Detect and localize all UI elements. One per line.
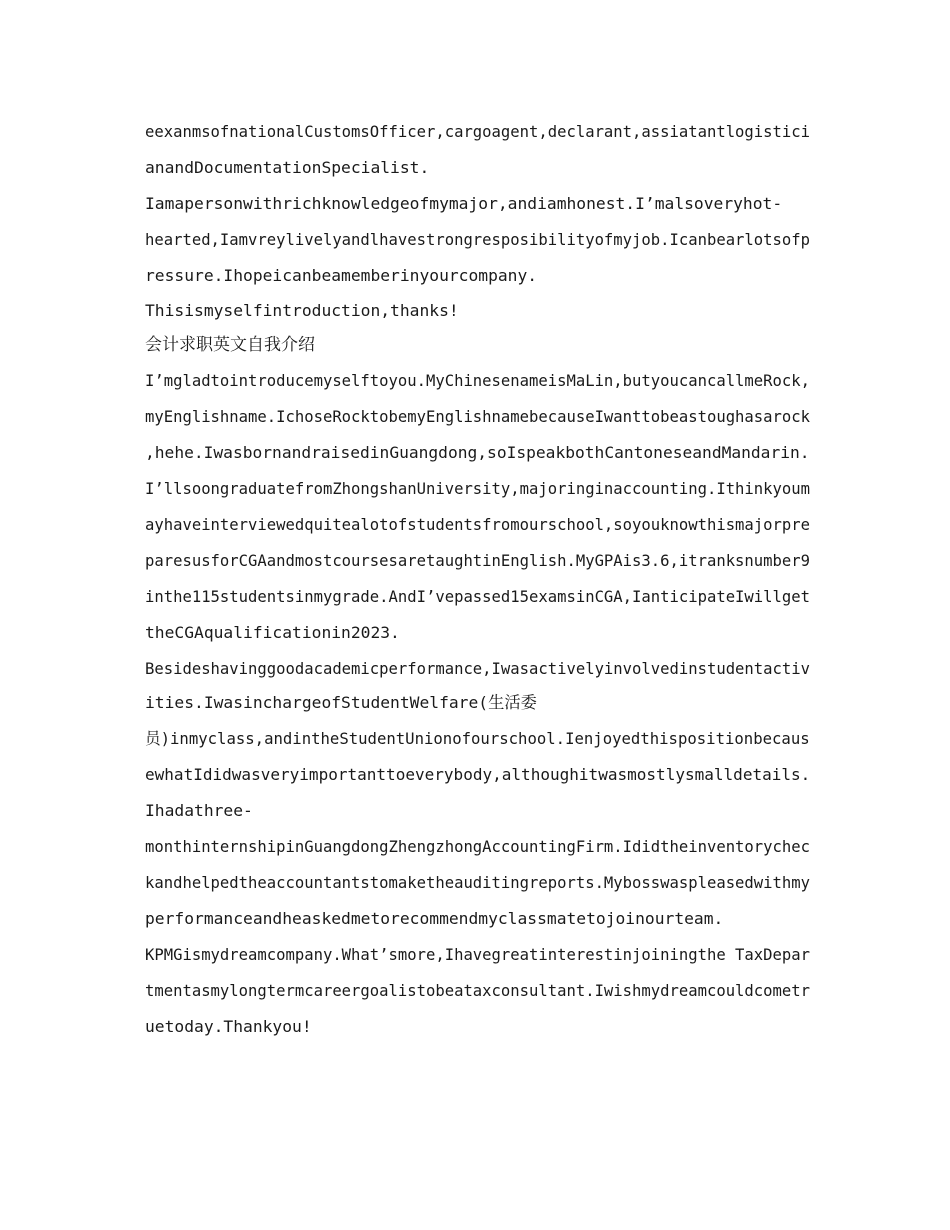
text-line: monthinternshipinGuangdongZhengzhongAccountingFirm.Ididtheinventorychec [145,837,810,856]
text-line: I’llsoongraduatefromZhongshanUniversity,majoringinaccounting.Ithinkyoum [145,479,810,498]
text-line: ayhaveinterviewedquitealotofstudentsfromourschool,soyouknowthismajorpre [145,515,810,534]
text-line: ,hehe.IwasbornandraisedinGuangdong,soIspeakbothCantoneseandMandarin. [145,443,810,462]
text-line: Thisismyselfintroduction,thanks! [145,301,459,320]
text-line: Iamapersonwithrichknowledgeofmymajor,andiamhonest.I’malsoveryhot- [145,194,783,213]
text-line: uetoday.Thankyou! [145,1017,312,1036]
text-line: performanceandheaskedmetorecommendmyclassmatetojoinourteam. [145,909,724,928]
text-line: ressure.Ihopeicanbeamemberinyourcompany. [145,266,538,285]
text-line: 员)inmyclass,andintheStudentUnionofourschool.Ienjoyedthispositionbecaus [145,729,810,748]
text-line: kandhelpedtheaccountantstomaketheauditingreports.Mybosswaspleasedwithmy [145,873,810,892]
text-line: Ihadathree- [145,801,253,820]
text-line: inthe115studentsinmygrade.AndI’vepassed15examsinCGA,IanticipateIwillget [145,587,810,606]
text-line: theCGAqualificationin2023. [145,623,400,642]
text-line: myEnglishname.IchoseRocktobemyEnglishnamebecauseIwanttobeastoughasarock [145,407,810,426]
text-line: paresusforCGAandmostcoursesaretaughtinEnglish.MyGPAis3.6,itranksnumber9 [145,551,810,570]
text-line: KPMGismydreamcompany.What’smore,Ihavegreatinterestinjoiningthe TaxDepar [145,945,810,964]
text-line: Besideshavinggoodacademicperformance,Iwasactivelyinvolvedinstudentactiv [145,659,810,678]
text-line: anandDocumentationSpecialist. [145,158,430,177]
text-line: tmentasmylongtermcareergoalistobeataxconsultant.Iwishmydreamcouldcometr [145,981,810,1000]
text-line: ities.IwasinchargeofStudentWelfare(生活委 [145,693,537,712]
text-line: I’mgladtointroducemyselftoyou.MyChinesenameisMaLin,butyoucancallmeRock, [145,371,810,390]
text-line: ewhatIdidwasveryimportanttoeverybody,althoughitwasmostlysmalldetails. [145,765,811,784]
section-heading: 会计求职英文自我介绍 [145,335,315,355]
text-line: eexanmsofnationalCustomsOfficer,cargoagent,declarant,assiatantlogistici [145,122,810,141]
text-line: hearted,Iamvreylivelyandlhavestrongresposibilityofmyjob.Icanbearlotsofp [145,230,810,249]
